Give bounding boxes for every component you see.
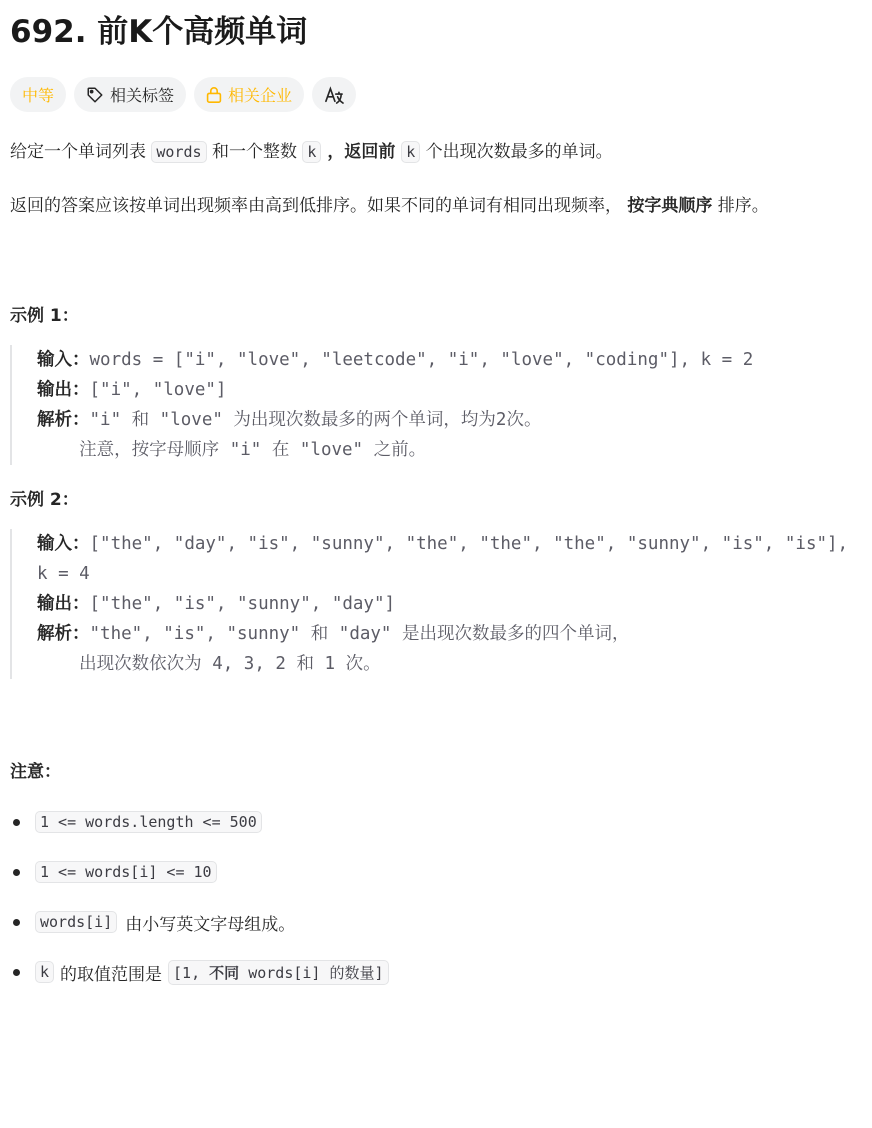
example-1-block: 输入：words = ["i", "love", "leetcode", "i", "love", "coding"], k = 2 输出：["i", "love"] 解析："i" 和 "love" 为出现次数最多的两个单词，均为2次。 注意，按字母顺序 "i" 在 "love" 之前。 — [10, 345, 857, 465]
related-tags-label: 相关标签 — [110, 86, 175, 105]
difficulty-label: 中等 — [22, 86, 55, 105]
related-companies-button[interactable] — [194, 77, 304, 112]
related-tags-button[interactable] — [74, 77, 186, 112]
inline-code: 1 <= words.length <= 500 — [35, 811, 262, 833]
inline-code: [1, 不同 words[i] 的数量] — [168, 960, 388, 985]
list-item: words[i] 由小写英文字母组成。 — [10, 907, 862, 937]
notes-heading: 注意： — [10, 762, 61, 782]
translate-icon — [324, 86, 344, 104]
problem-title: 692. 前K个高频单词 — [10, 14, 308, 50]
translate-button[interactable] — [312, 77, 356, 112]
tag-icon — [86, 86, 104, 104]
related-companies-label: 相关企业 — [228, 86, 293, 105]
inline-code: words[i] — [35, 911, 117, 933]
inline-code: words — [151, 141, 206, 163]
inline-code: 1 <= words[i] <= 10 — [35, 861, 217, 883]
difficulty-badge[interactable] — [10, 77, 66, 112]
constraints-list — [10, 807, 862, 987]
description-paragraph-2: 返回的答案应该按单词出现频率由高到低排序。如果不同的单词有相同出现频率， 按字典顺序 排序。 — [10, 196, 769, 216]
inline-code: k — [302, 141, 321, 163]
example-2-heading: 示例 2： — [10, 490, 79, 510]
inline-code: k — [35, 961, 54, 983]
example-2-block: 输入：["the", "day", "is", "sunny", "the", "the", "the", "sunny", "is", "is"], k = 4 输出：["the", "is", "sunny", "day"] 解析："the", "is", "sunny" 和 "day" 是出现次数最多的四个单词， 出现次数依次为 4, 3, 2 和 1 次。 — [10, 529, 857, 679]
list-item — [10, 857, 862, 887]
inline-code: k — [401, 141, 420, 163]
list-item — [10, 807, 862, 837]
example-1-heading: 示例 1： — [10, 306, 79, 326]
lock-icon — [206, 86, 222, 104]
tag-bar — [10, 77, 862, 112]
list-item: k 的取值范围是 [1, 不同 words[i] 的数量] — [10, 957, 862, 987]
description-paragraph-1: 给定一个单词列表 words 和一个整数 k ，返回前 k 个出现次数最多的单词。 — [10, 142, 613, 162]
